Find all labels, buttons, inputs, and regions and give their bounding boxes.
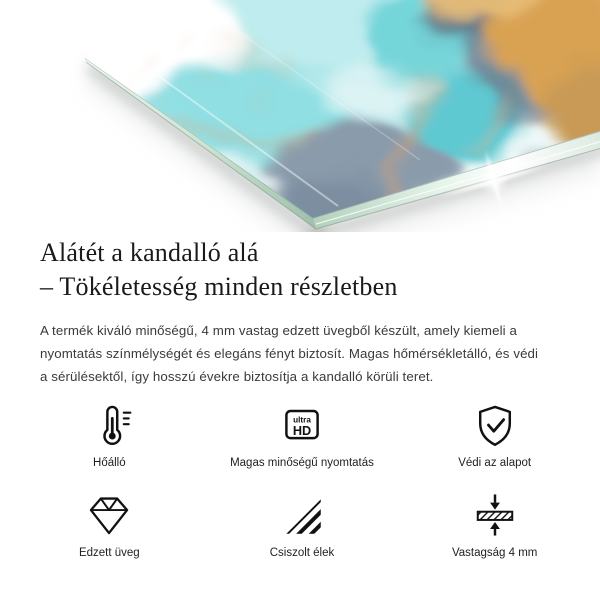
feature-grid (13, 402, 591, 560)
diamond-icon (86, 492, 132, 538)
feature-label: Magas minőségű nyomtatás (230, 457, 374, 469)
feature-polished-edges (206, 492, 399, 560)
feature-thickness (398, 492, 591, 560)
ultra-hd-badge-top: ultra (293, 415, 311, 425)
feature-label: Csiszolt élek (269, 547, 335, 559)
page-title (40, 236, 547, 304)
feature-label: Védi az alapot (458, 457, 532, 469)
ultra-hd-badge-bottom: HD (292, 422, 312, 438)
page-title-line1: Alátét a kandalló alá (40, 238, 259, 267)
feature-protects-base (398, 402, 591, 470)
product-description-section (40, 236, 547, 388)
feature-print-quality (206, 402, 399, 470)
thickness-icon (472, 492, 518, 538)
feature-label: Edzett üveg (78, 547, 140, 559)
product-image (0, 0, 600, 232)
shield-check-icon (472, 402, 518, 448)
feature-label: Hőálló (93, 457, 126, 469)
thermometer-icon (86, 402, 132, 448)
ultra-hd-icon (279, 402, 325, 448)
polished-edges-icon (280, 492, 324, 538)
feature-heat-resistant (13, 402, 206, 470)
page-title-line2: – Tökéletesség minden részletben (40, 272, 398, 301)
product-description-text: A termék kiváló minőségű, 4 mm vastag edzett üvegből készült, amely kiemeli a nyomtatás színmélységét és elegáns fényt biztosít. Magas hőmérsékletálló, és védi a sérülésektől, így hosszú évekre biztosítja a kandalló körüli teret. (40, 323, 539, 384)
glass-panel-photo (0, 0, 600, 232)
feature-label: Vastagság 4 mm (451, 547, 538, 559)
feature-tempered-glass (13, 492, 206, 560)
